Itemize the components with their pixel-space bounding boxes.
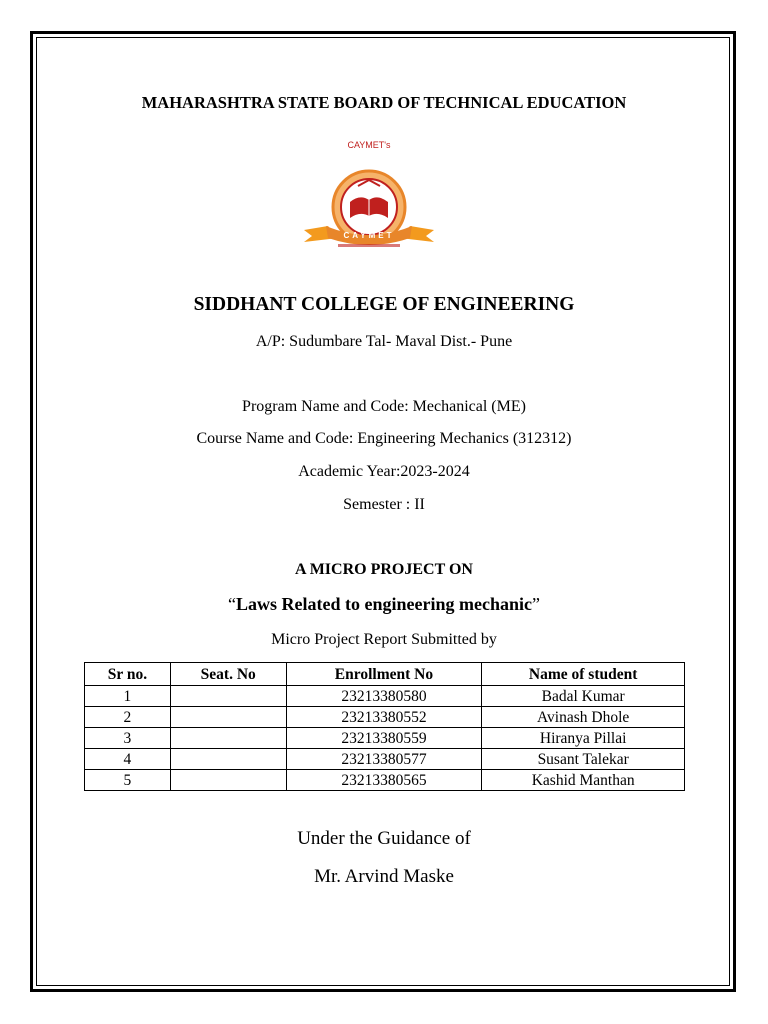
table-row [85,749,685,770]
program-name: Program Name and Code: Mechanical (ME) [242,398,526,415]
project-title: “Laws Related to engineering mechanic” [228,594,540,614]
guidance-label: Under the Guidance of [297,828,471,849]
cell-seat-no [170,749,286,770]
cell-seat-no [170,770,286,791]
cell-student-name: Hiranya Pillai [482,728,685,749]
cell-sr-no: 5 [85,770,171,791]
academic-year: Academic Year:2023-2024 [298,463,470,480]
header-student-name: Name of student [482,663,685,686]
logo-ring-text: CAYMET [343,231,395,240]
cell-student-name: Avinash Dhole [482,707,685,728]
course-name: Course Name and Code: Engineering Mechanics (312312) [196,430,572,447]
cell-enrollment-no: 23213380577 [286,749,482,770]
table-row [85,770,685,791]
table-row [85,686,685,707]
cell-sr-no: 4 [85,749,171,770]
cell-enrollment-no: 23213380580 [286,686,482,707]
submitted-by: Micro Project Report Submitted by [271,631,497,648]
project-heading: A MICRO PROJECT ON [295,561,473,578]
table-row [85,728,685,749]
students-table [84,662,685,791]
college-logo [298,134,440,252]
guide-name: Mr. Arvind Maske [314,866,454,887]
cell-seat-no [170,686,286,707]
logo-top-text: CAYMET's [347,140,391,150]
board-name: MAHARASHTRA STATE BOARD OF TECHNICAL EDUCATION [141,93,627,112]
table-row [85,707,685,728]
cell-sr-no: 1 [85,686,171,707]
header-enrollment-no: Enrollment No [286,663,482,686]
table-header-row [85,663,685,686]
cell-student-name: Badal Kumar [482,686,685,707]
header-seat-no: Seat. No [170,663,286,686]
cell-sr-no: 2 [85,707,171,728]
cell-enrollment-no: 23213380552 [286,707,482,728]
cell-student-name: Susant Talekar [482,749,685,770]
college-name: SIDDHANT COLLEGE OF ENGINEERING [193,294,575,315]
cell-seat-no [170,728,286,749]
cell-enrollment-no: 23213380559 [286,728,482,749]
cell-student-name: Kashid Manthan [482,770,685,791]
header-sr-no: Sr no. [85,663,171,686]
college-address: A/P: Sudumbare Tal- Maval Dist.- Pune [255,333,513,350]
cell-seat-no [170,707,286,728]
cell-sr-no: 3 [85,728,171,749]
cell-enrollment-no: 23213380565 [286,770,482,791]
semester: Semester : II [343,496,425,513]
